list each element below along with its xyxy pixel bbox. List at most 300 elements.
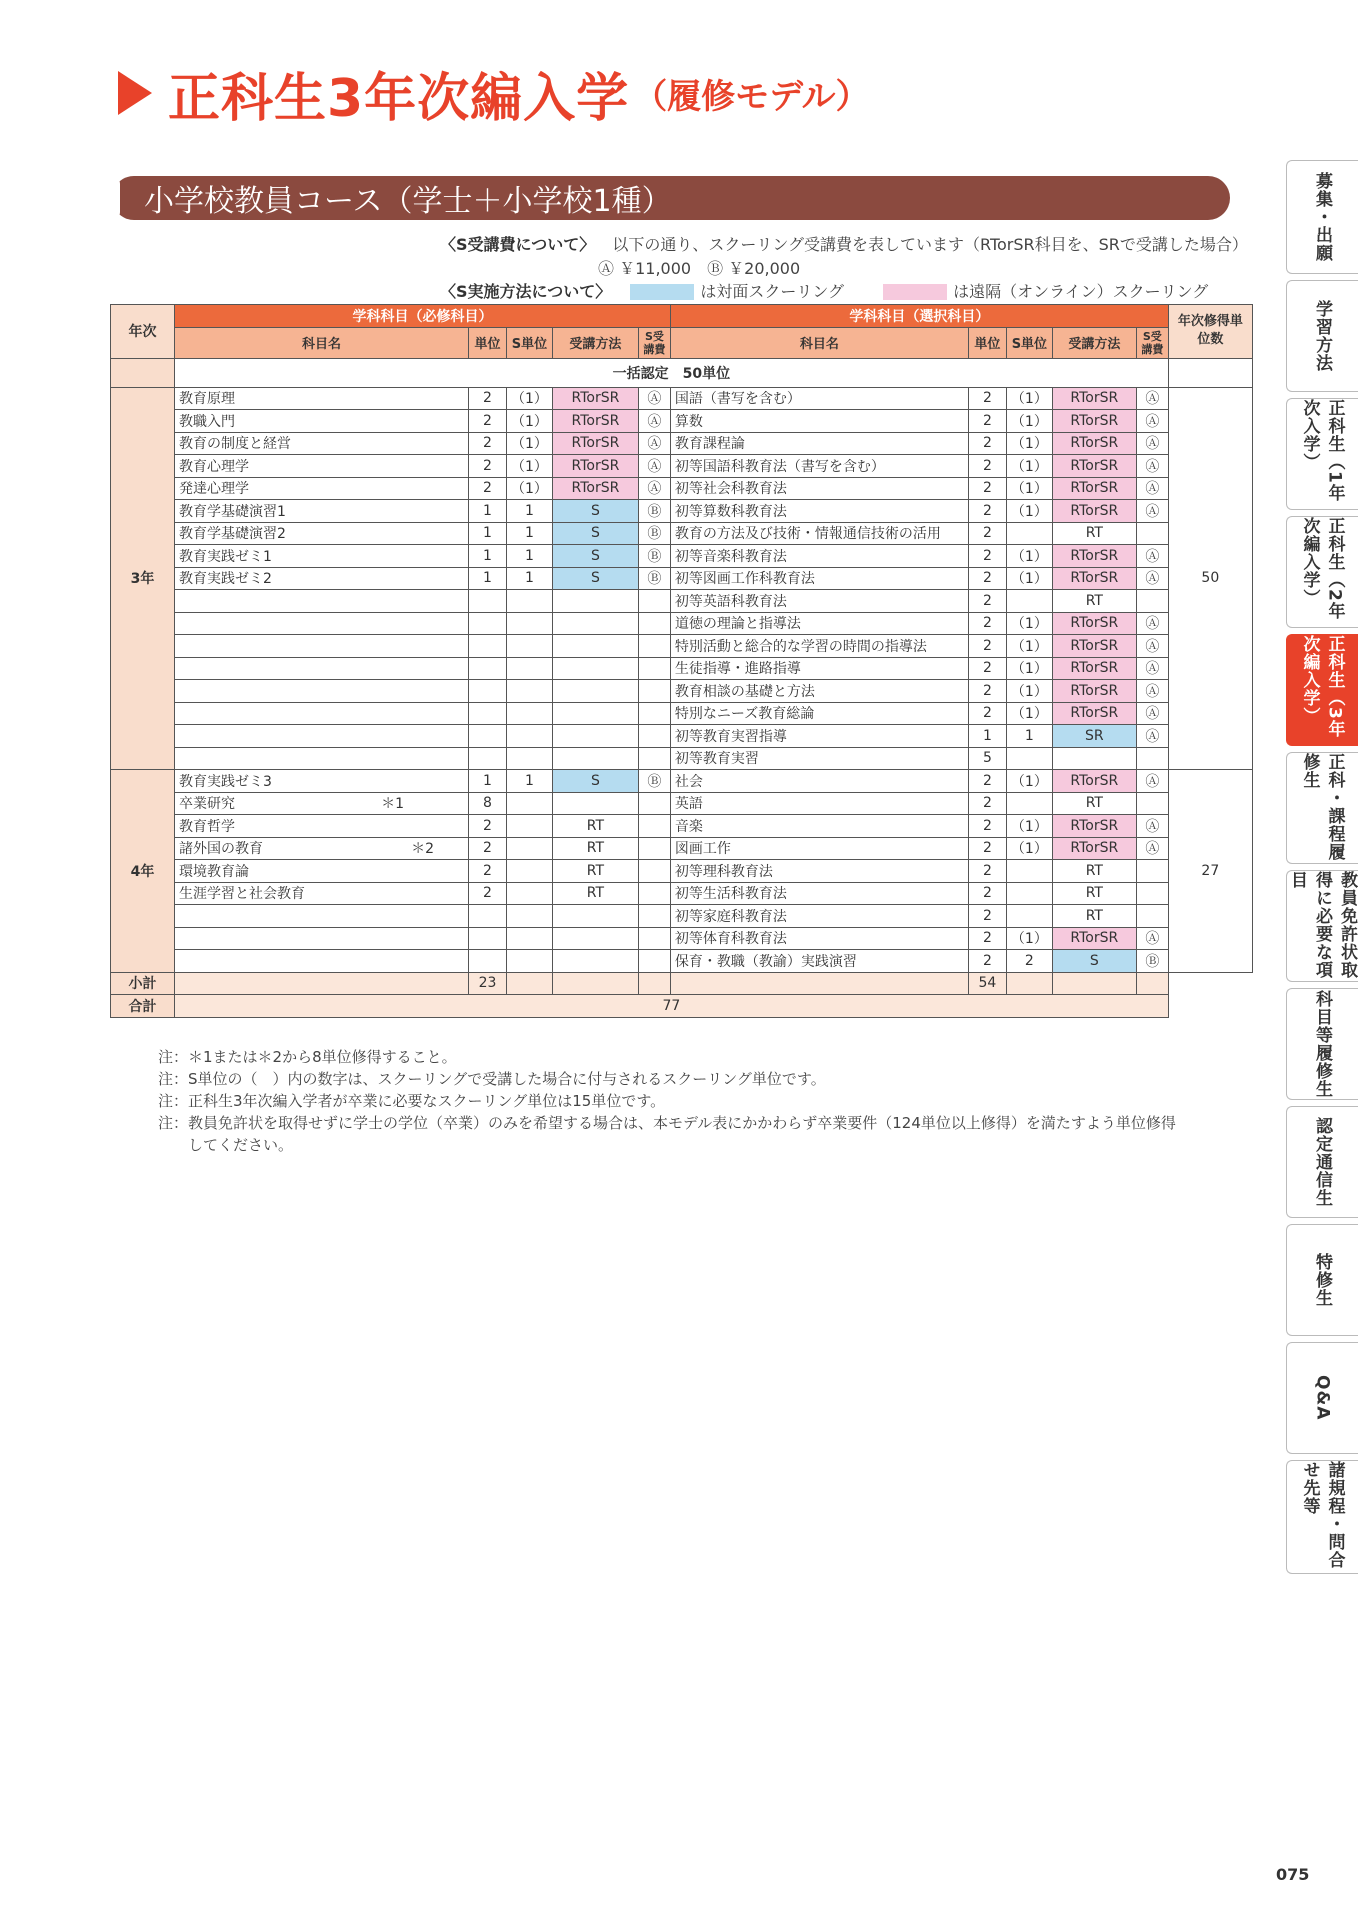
elective-fee: Ⓐ	[1136, 725, 1168, 748]
elective-method: RTorSR	[1052, 837, 1136, 860]
required-fee: Ⓑ	[638, 545, 670, 568]
elective-s-unit: （1）	[1006, 545, 1052, 568]
elective-method: RTorSR	[1052, 815, 1136, 838]
elective-method: RTorSR	[1052, 702, 1136, 725]
elective-method: RTorSR	[1052, 680, 1136, 703]
elective-subject-name: 初等算数科教育法	[670, 500, 968, 523]
elective-subject-name: 初等図画工作科教育法	[670, 567, 968, 590]
required-empty-cell	[552, 680, 638, 703]
required-unit: 1	[469, 567, 507, 590]
required-subject-name: 教育の制度と経営	[175, 432, 469, 455]
required-empty-cell	[507, 725, 553, 748]
required-empty-cell	[552, 590, 638, 613]
required-empty-cell	[638, 905, 670, 928]
required-s-unit	[507, 815, 553, 838]
header-yearly-units: 年次修得単位数	[1168, 305, 1252, 359]
required-empty-cell	[638, 725, 670, 748]
required-empty-cell	[638, 590, 670, 613]
triangle-icon	[118, 71, 152, 115]
elective-subject-name: 図画工作	[670, 837, 968, 860]
elective-fee: Ⓐ	[1136, 477, 1168, 500]
page-title-main: 正科生3年次編入学	[168, 68, 630, 129]
table-row	[111, 950, 1253, 973]
elective-s-unit: （1）	[1006, 410, 1052, 433]
table-row	[111, 635, 1253, 658]
elective-unit: 2	[968, 387, 1006, 410]
elective-subject-name: 初等国語科教育法（書写を含む）	[670, 455, 968, 478]
required-method: RTorSR	[552, 432, 638, 455]
required-fee: Ⓑ	[638, 522, 670, 545]
required-unit: 2	[469, 432, 507, 455]
elective-method: RTorSR	[1052, 567, 1136, 590]
side-tab[interactable]	[1286, 280, 1358, 392]
side-tab[interactable]	[1286, 1342, 1358, 1454]
elective-unit: 2	[968, 590, 1006, 613]
elective-subject-name: 社会	[670, 770, 968, 793]
course-model-table	[110, 304, 1253, 1018]
required-empty-cell	[638, 635, 670, 658]
required-subject-name: 教育心理学	[175, 455, 469, 478]
header-subject: 科目名	[670, 327, 968, 358]
elective-unit: 2	[968, 770, 1006, 793]
required-method	[552, 792, 638, 815]
required-subject-name: 諸外国の教育 ＊2	[175, 837, 469, 860]
required-empty-cell	[638, 927, 670, 950]
elective-fee: Ⓐ	[1136, 612, 1168, 635]
elective-method: RTorSR	[1052, 477, 1136, 500]
required-method: S	[552, 522, 638, 545]
required-empty-cell	[507, 927, 553, 950]
table-row	[111, 792, 1253, 815]
required-fee: Ⓐ	[638, 432, 670, 455]
required-empty-cell	[469, 680, 507, 703]
elective-s-unit: （1）	[1006, 702, 1052, 725]
elective-fee	[1136, 590, 1168, 613]
elective-s-unit	[1006, 882, 1052, 905]
required-fee: Ⓐ	[638, 455, 670, 478]
required-method: RTorSR	[552, 410, 638, 433]
required-method: RTorSR	[552, 387, 638, 410]
side-tab[interactable]	[1286, 398, 1358, 510]
side-tab-label: 正科生（3年次編入学）	[1299, 635, 1345, 738]
elective-method: S	[1052, 950, 1136, 973]
header-required: 学科科目（必修科目）	[175, 305, 671, 328]
header-year: 年次	[111, 305, 175, 359]
elective-fee: Ⓐ	[1136, 657, 1168, 680]
footnote: 注：＊1または＊2から8単位修得すること。	[158, 1048, 457, 1066]
required-empty-cell	[175, 927, 469, 950]
header-elective: 学科科目（選択科目）	[670, 305, 1168, 328]
elective-unit: 2	[968, 432, 1006, 455]
elective-s-unit	[1006, 860, 1052, 883]
elective-method: RTorSR	[1052, 770, 1136, 793]
elective-fee	[1136, 905, 1168, 928]
required-empty-cell	[175, 635, 469, 658]
required-empty-cell	[175, 702, 469, 725]
elective-subject-name: 教育の方法及び技術・情報通信技術の活用	[670, 522, 968, 545]
footnote: してください。	[158, 1136, 294, 1154]
required-empty-cell	[638, 702, 670, 725]
table-row	[111, 387, 1253, 410]
required-method: RTorSR	[552, 477, 638, 500]
required-method: S	[552, 567, 638, 590]
required-subject-name: 教育実践ゼミ3	[175, 770, 469, 793]
method-note	[440, 279, 1208, 302]
table-row	[111, 680, 1253, 703]
elective-fee: Ⓐ	[1136, 410, 1168, 433]
required-unit: 2	[469, 882, 507, 905]
required-s-unit: 1	[507, 545, 553, 568]
header-row	[111, 327, 1253, 358]
footnote: 注：教員免許状を取得せずに学士の学位（卒業）のみを希望する場合は、本モデル表にかかわらず卒業要件（124単位以上修得）を満たすよう単位修得	[158, 1114, 1176, 1132]
subtotal-blank	[638, 972, 670, 995]
required-unit: 2	[469, 815, 507, 838]
elective-fee: Ⓐ	[1136, 567, 1168, 590]
elective-unit: 2	[968, 455, 1006, 478]
page-title-sub: （履修モデル）	[633, 76, 870, 117]
elective-fee: Ⓐ	[1136, 702, 1168, 725]
required-subject-name: 教育実践ゼミ2	[175, 567, 469, 590]
table-row	[111, 702, 1253, 725]
required-subject-name: 教育学基礎演習2	[175, 522, 469, 545]
elective-fee: Ⓐ	[1136, 680, 1168, 703]
required-empty-cell	[552, 612, 638, 635]
required-empty-cell	[175, 905, 469, 928]
elective-fee	[1136, 747, 1168, 770]
side-tab-label: Q&A	[1312, 1375, 1333, 1421]
elective-fee: Ⓑ	[1136, 950, 1168, 973]
required-empty-cell	[175, 612, 469, 635]
elective-fee: Ⓐ	[1136, 770, 1168, 793]
required-empty-cell	[638, 680, 670, 703]
footnote: 注：正科生3年次編入学者が卒業に必要なスクーリング単位は15単位です。	[158, 1092, 666, 1110]
required-empty-cell	[507, 702, 553, 725]
required-subject-name: 生涯学習と社会教育	[175, 882, 469, 905]
required-s-unit: （1）	[507, 432, 553, 455]
required-s-unit	[507, 860, 553, 883]
elective-fee: Ⓐ	[1136, 387, 1168, 410]
mark-2: ＊2	[411, 841, 434, 858]
table-row	[111, 657, 1253, 680]
subtotal-blank	[1006, 972, 1052, 995]
elective-fee	[1136, 522, 1168, 545]
mark-1: ＊1	[381, 796, 404, 813]
elective-subject-name: 教育課程論	[670, 432, 968, 455]
elective-s-unit	[1006, 792, 1052, 815]
header-s-unit: S単位	[507, 327, 553, 358]
required-method: RT	[552, 815, 638, 838]
elective-s-unit: （1）	[1006, 500, 1052, 523]
elective-unit: 2	[968, 477, 1006, 500]
table-row	[111, 432, 1253, 455]
subtotal-blank	[175, 972, 469, 995]
elective-unit: 2	[968, 410, 1006, 433]
year4-label: 4年	[111, 770, 175, 973]
required-empty-cell	[469, 905, 507, 928]
elective-fee: Ⓐ	[1136, 927, 1168, 950]
required-fee: Ⓐ	[638, 477, 670, 500]
required-empty-cell	[507, 905, 553, 928]
elective-subject-name: 英語	[670, 792, 968, 815]
year4-yearly-total: 27	[1168, 770, 1252, 973]
elective-unit: 2	[968, 950, 1006, 973]
elective-s-unit: （1）	[1006, 612, 1052, 635]
header-s-unit: S単位	[1006, 327, 1052, 358]
elective-s-unit	[1006, 590, 1052, 613]
side-tab-label: 諸規程・問合せ先等	[1299, 1461, 1345, 1569]
table-row	[111, 815, 1253, 838]
elective-s-unit: 2	[1006, 950, 1052, 973]
subtotal-label: 小計	[111, 972, 175, 995]
table-row	[111, 590, 1253, 613]
required-s-unit: （1）	[507, 455, 553, 478]
required-empty-cell	[552, 747, 638, 770]
subtotal-required: 23	[469, 972, 507, 995]
course-title-bar	[112, 176, 1230, 220]
elective-fee: Ⓐ	[1136, 455, 1168, 478]
required-method: S	[552, 500, 638, 523]
required-unit: 2	[469, 387, 507, 410]
required-method: RT	[552, 860, 638, 883]
side-tab-label: 科目等履修生	[1312, 990, 1332, 1098]
required-fee	[638, 860, 670, 883]
required-subject-name: 教職入門	[175, 410, 469, 433]
elective-s-unit: （1）	[1006, 567, 1052, 590]
side-tab[interactable]	[1286, 1106, 1358, 1218]
required-empty-cell	[507, 747, 553, 770]
elective-s-unit: 1	[1006, 725, 1052, 748]
elective-subject-name: 保育・教職（教諭）実践演習	[670, 950, 968, 973]
elective-s-unit: （1）	[1006, 680, 1052, 703]
required-unit: 1	[469, 770, 507, 793]
year3-label: 3年	[111, 387, 175, 770]
required-method: S	[552, 545, 638, 568]
elective-unit: 2	[968, 927, 1006, 950]
elective-subject-name: 初等家庭科教育法	[670, 905, 968, 928]
required-empty-cell	[552, 905, 638, 928]
required-s-unit: 1	[507, 522, 553, 545]
required-unit: 2	[469, 837, 507, 860]
required-fee: Ⓑ	[638, 500, 670, 523]
elective-s-unit: （1）	[1006, 455, 1052, 478]
required-empty-cell	[552, 635, 638, 658]
year3-yearly-total: 50	[1168, 387, 1252, 770]
required-s-unit	[507, 792, 553, 815]
elective-subject-name: 初等音楽科教育法	[670, 545, 968, 568]
required-unit: 2	[469, 410, 507, 433]
elective-method: RT	[1052, 792, 1136, 815]
elective-unit: 2	[968, 612, 1006, 635]
required-empty-cell	[469, 927, 507, 950]
bulk-credit-note: 一括認定 50単位	[175, 358, 1169, 387]
side-tab-label: 正科生（2年次編入学）	[1299, 517, 1345, 620]
required-empty-cell	[638, 612, 670, 635]
table-row	[111, 725, 1253, 748]
required-empty-cell	[175, 725, 469, 748]
elective-subject-name: 初等社会科教育法	[670, 477, 968, 500]
side-tab-label: 学習方法	[1312, 300, 1332, 372]
required-subject-name: 教育学基礎演習1	[175, 500, 469, 523]
side-tab-label: 正科生（1年次入学）	[1299, 399, 1345, 502]
side-tab[interactable]	[1286, 160, 1358, 274]
elective-s-unit: （1）	[1006, 837, 1052, 860]
elective-unit: 2	[968, 545, 1006, 568]
elective-subject-name: 特別なニーズ教育総論	[670, 702, 968, 725]
table-row	[111, 882, 1253, 905]
required-s-unit: （1）	[507, 387, 553, 410]
elective-fee: Ⓐ	[1136, 837, 1168, 860]
required-empty-cell	[175, 747, 469, 770]
required-empty-cell	[552, 927, 638, 950]
elective-method: RTorSR	[1052, 635, 1136, 658]
remote-swatch	[883, 284, 947, 300]
elective-s-unit: （1）	[1006, 657, 1052, 680]
required-empty-cell	[507, 657, 553, 680]
elective-unit: 2	[968, 837, 1006, 860]
required-fee: Ⓑ	[638, 567, 670, 590]
elective-s-unit	[1006, 905, 1052, 928]
elective-fee: Ⓐ	[1136, 545, 1168, 568]
elective-method: RT	[1052, 860, 1136, 883]
side-tab[interactable]	[1286, 516, 1358, 628]
elective-s-unit	[1006, 747, 1052, 770]
elective-method: RTorSR	[1052, 657, 1136, 680]
elective-fee	[1136, 792, 1168, 815]
elective-unit: 2	[968, 657, 1006, 680]
elective-method: RTorSR	[1052, 545, 1136, 568]
header-method: 受講方法	[552, 327, 638, 358]
table-row	[111, 612, 1253, 635]
elective-method: RTorSR	[1052, 410, 1136, 433]
elective-s-unit	[1006, 522, 1052, 545]
elective-method: RTorSR	[1052, 455, 1136, 478]
side-tab[interactable]	[1286, 752, 1358, 864]
year-blank	[111, 358, 175, 387]
elective-method: RT	[1052, 882, 1136, 905]
table-row	[111, 410, 1253, 433]
elective-s-unit: （1）	[1006, 432, 1052, 455]
page-number: 075	[1276, 1865, 1310, 1884]
elective-subject-name: 初等理科教育法	[670, 860, 968, 883]
footnote: 注：S単位の（ ）内の数字は、スクーリングで受講した場合に付与されるスクーリング単位です。	[158, 1070, 826, 1088]
required-empty-cell	[638, 657, 670, 680]
method-remote-text: は遠隔（オンライン）スクーリング	[953, 282, 1209, 301]
side-tab[interactable]	[1286, 634, 1358, 746]
required-method: RT	[552, 882, 638, 905]
side-tab-label: 募集・出願	[1312, 172, 1332, 262]
table-row	[111, 455, 1253, 478]
required-empty-cell	[507, 612, 553, 635]
required-s-unit	[507, 882, 553, 905]
header-unit: 単位	[968, 327, 1006, 358]
elective-subject-name: 初等英語科教育法	[670, 590, 968, 613]
elective-subject-name: 算数	[670, 410, 968, 433]
elective-method: RTorSR	[1052, 432, 1136, 455]
required-subject-name: 教育実践ゼミ1	[175, 545, 469, 568]
side-tab-label: 認定通信生	[1312, 1117, 1332, 1207]
required-empty-cell	[469, 725, 507, 748]
elective-fee: Ⓐ	[1136, 500, 1168, 523]
elective-unit: 2	[968, 882, 1006, 905]
table-row	[111, 500, 1253, 523]
table-row	[111, 905, 1253, 928]
method-face-text: は対面スクーリング	[700, 282, 844, 301]
required-empty-cell	[552, 950, 638, 973]
required-unit: 2	[469, 860, 507, 883]
table-row	[111, 770, 1253, 793]
required-empty-cell	[552, 702, 638, 725]
elective-subject-name: 国語（書写を含む）	[670, 387, 968, 410]
required-unit: 1	[469, 522, 507, 545]
table-row	[111, 927, 1253, 950]
table-row	[111, 522, 1253, 545]
side-tab-label: 特修生	[1312, 1253, 1332, 1307]
required-fee: Ⓐ	[638, 410, 670, 433]
elective-subject-name: 生徒指導・進路指導	[670, 657, 968, 680]
elective-method: SR	[1052, 725, 1136, 748]
fee-note	[440, 232, 1248, 255]
elective-s-unit: （1）	[1006, 635, 1052, 658]
required-unit: 1	[469, 545, 507, 568]
required-empty-cell	[175, 680, 469, 703]
elective-unit: 1	[968, 725, 1006, 748]
header-unit: 単位	[469, 327, 507, 358]
required-s-unit: 1	[507, 500, 553, 523]
required-method: S	[552, 770, 638, 793]
yearly-blank	[1168, 358, 1252, 387]
total-label: 合計	[111, 995, 175, 1018]
required-empty-cell	[469, 702, 507, 725]
elective-fee	[1136, 882, 1168, 905]
side-tab[interactable]	[1286, 988, 1358, 1100]
required-empty-cell	[469, 590, 507, 613]
elective-s-unit: （1）	[1006, 927, 1052, 950]
required-fee	[638, 792, 670, 815]
elective-fee: Ⓐ	[1136, 635, 1168, 658]
required-s-unit	[507, 837, 553, 860]
required-method: RTorSR	[552, 455, 638, 478]
elective-method: RT	[1052, 522, 1136, 545]
elective-unit: 2	[968, 680, 1006, 703]
elective-method: RTorSR	[1052, 612, 1136, 635]
side-tab[interactable]	[1286, 1460, 1358, 1574]
elective-s-unit: （1）	[1006, 477, 1052, 500]
face-swatch	[630, 284, 694, 300]
header-subject: 科目名	[175, 327, 469, 358]
elective-subject-name: 特別活動と総合的な学習の時間の指導法	[670, 635, 968, 658]
elective-method	[1052, 747, 1136, 770]
elective-fee: Ⓐ	[1136, 432, 1168, 455]
side-tab[interactable]	[1286, 870, 1358, 982]
required-unit: 2	[469, 477, 507, 500]
grand-total: 77	[175, 995, 1169, 1018]
side-tab[interactable]	[1286, 1224, 1358, 1336]
elective-subject-name: 初等生活科教育法	[670, 882, 968, 905]
elective-unit: 2	[968, 500, 1006, 523]
elective-unit: 2	[968, 522, 1006, 545]
table-row	[111, 747, 1253, 770]
elective-method: RTorSR	[1052, 387, 1136, 410]
elective-subject-name: 道徳の理論と指導法	[670, 612, 968, 635]
required-empty-cell	[638, 747, 670, 770]
elective-subject-name: 音楽	[670, 815, 968, 838]
course-title: 小学校教員コース（学士＋小学校1種）	[144, 184, 672, 219]
required-empty-cell	[507, 590, 553, 613]
elective-method: RT	[1052, 905, 1136, 928]
required-s-unit: （1）	[507, 477, 553, 500]
fee-note-label: 〈S受講費について〉	[440, 235, 596, 254]
elective-unit: 2	[968, 702, 1006, 725]
